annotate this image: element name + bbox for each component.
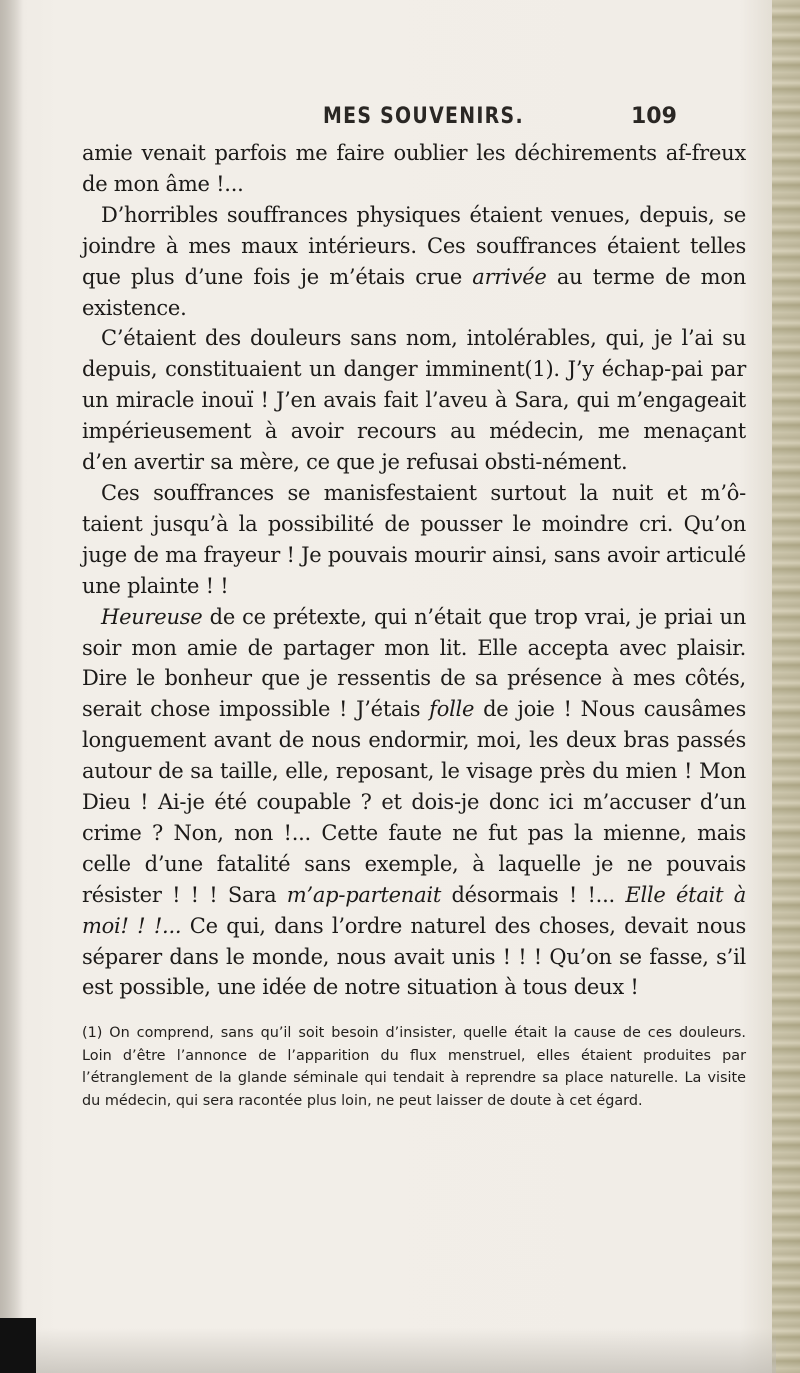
paragraph [82,138,746,200]
text-run: C’étaient des douleurs sans nom, intolérables, qui, je l’ai su depuis, constituaient un danger imminent(1). J’y échap-pai par un miracle inouï ! J’en avais fait l’aveu à Sara, qui m’engageait impérieusement à avoir recours au médecin, me menaçant d’en avertir sa mère, ce que je refusai obsti-nément. [82,326,746,475]
body-text [82,138,746,1003]
footnote-text: (1) On comprend, sans qu’il soit besoin d’insister, quelle était la cause de ces douleurs. Loin d’être l’annonce de l’apparition du flux menstruel, elles étaient produites par l’étranglement de la glande séminale qui tendait à reprendre sa place naturelle. La visite du médecin, qui sera racontée plus loin, ne peut laisser de doute à cet égard. [82,1025,746,1109]
text-run: Ces souffrances se manisfestaient surtout la nuit et m’ô-taient jusqu’à la possibilité de pousser le moindre cri. Qu’on juge de ma frayeur ! Je pouvais mourir ainsi, sans avoir articulé une plainte ! ! [82,480,746,598]
italic-text: Elle était à moi! ! !... [82,882,746,938]
italic-text: m’ap-partenait [286,882,442,907]
page-number: 109 [631,104,677,129]
text-run: Ce qui, dans l’ordre naturel des choses, devait nous séparer dans le monde, nous avait unis ! ! ! Qu’on se fasse, s’il est possible, une idée de notre situation à tous deux ! [82,913,747,1000]
footnote [82,1022,746,1112]
italic-text: folle [429,697,475,722]
paragraph [82,478,746,602]
text-run: de ce prétexte, qui n’était que trop vrai, je priai un soir mon amie de partager mon lit. Elle accepta avec plaisir. Dire le bonheur que je ressentis de sa présence à mes côtés, serait chose impossible ! J’étais [82,604,746,722]
paragraph [82,602,746,1004]
scan-border [0,1318,36,1373]
running-head: MES SOUVENIRS. [323,104,524,129]
binding-shadow [0,0,24,1373]
scan-shadow [36,1328,776,1373]
italic-text: Heureuse [101,604,203,629]
page-edge [772,0,800,1373]
text-run: amie venait parfois me faire oublier les déchirements af-freux de mon âme !... [82,141,746,196]
paragraph [82,323,746,478]
text-run: D’horribles souffrances physiques étaient venues, depuis, se joindre à mes maux intérieurs. Ces souffrances étaient telles que plus d’une fois je m’étais crue [82,202,746,289]
paragraph [82,200,746,324]
page-header [80,104,750,134]
italic-text: arrivée [472,264,547,289]
text-run: de joie ! Nous causâmes longuement avant de nous endormir, moi, les deux bras passés autour de sa taille, elle, reposant, le visage près du mien ! Mon Dieu ! Ai-je été coupable ? et dois-je donc ici m’accuser d’un crime ? Non, non !... Cette faute ne fut pas la mienne, mais celle d’une fatalité sans exemple, à laquelle je ne pouvais résister ! ! ! Sara [82,697,746,907]
text-run: au terme de mon existence. [82,264,746,320]
text-run: désormais ! !... [441,882,626,907]
